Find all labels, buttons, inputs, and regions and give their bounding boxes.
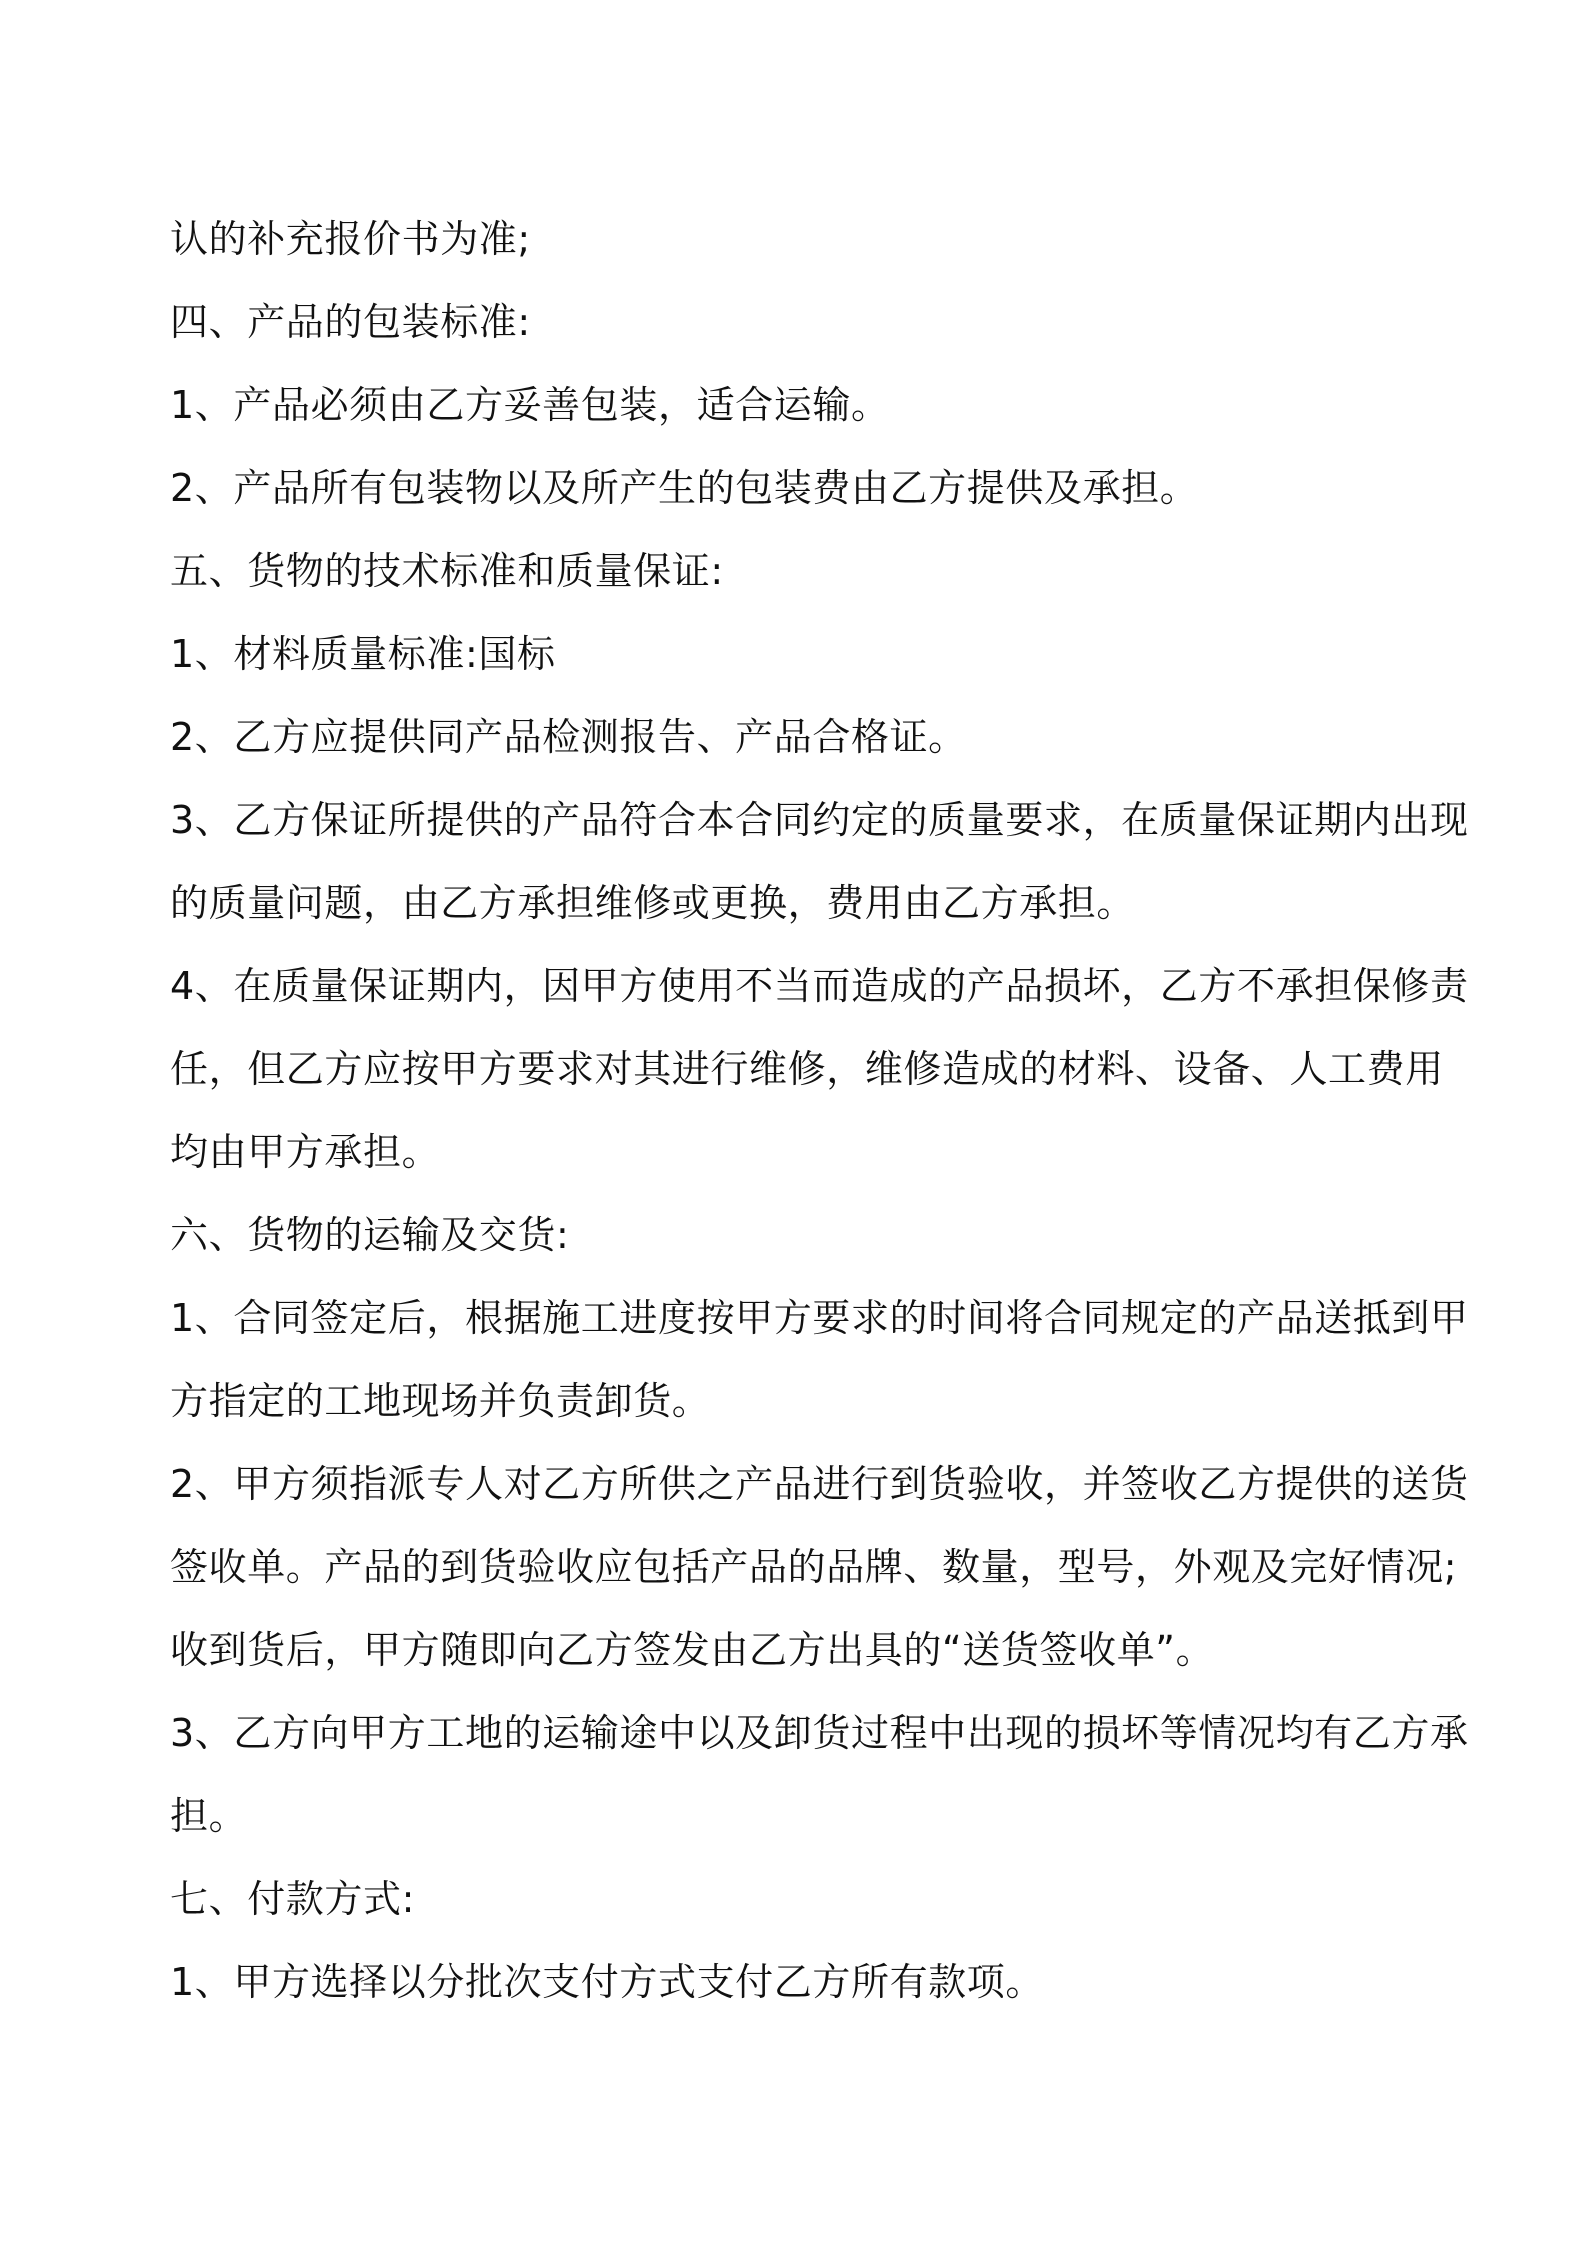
section-heading-packaging: 四、产品的包装标准:: [170, 300, 531, 344]
text-line: 担。: [170, 1794, 248, 1838]
text-line: 收到货后，甲方随即向乙方签发由乙方出具的“送货签收单”。: [170, 1628, 1215, 1672]
section-heading-transport: 六、货物的运输及交货:: [170, 1213, 570, 1257]
text-line: 任，但乙方应按甲方要求对其进行维修，维修造成的材料、设备、人工费用: [170, 1047, 1444, 1091]
section-heading-quality: 五、货物的技术标准和质量保证:: [170, 549, 724, 593]
text-line: 2、乙方应提供同产品检测报告、产品合格证。: [170, 715, 967, 759]
text-line: 1、甲方选择以分批次支付方式支付乙方所有款项。: [170, 1960, 1044, 2004]
document-body: [170, 198, 1469, 2024]
text-line: 3、乙方保证所提供的产品符合本合同约定的质量要求，在质量保证期内出现: [170, 798, 1469, 842]
text-line: 2、甲方须指派专人对乙方所供之产品进行到货验收，并签收乙方提供的送货: [170, 1462, 1469, 1506]
text-line: 3、乙方向甲方工地的运输途中以及卸货过程中出现的损坏等情况均有乙方承: [170, 1711, 1469, 1755]
text-line: 的质量问题，由乙方承担维修或更换，费用由乙方承担。: [170, 881, 1136, 925]
section-heading-payment: 七、付款方式:: [170, 1877, 416, 1921]
text-line: 方指定的工地现场并负责卸货。: [170, 1379, 711, 1423]
text-line: 1、材料质量标准:国标: [170, 632, 556, 676]
text-line: 认的补充报价书为准;: [170, 217, 531, 261]
text-line: 签收单。产品的到货验收应包括产品的品牌、数量，型号，外观及完好情况;: [170, 1545, 1458, 1589]
text-line: 1、合同签定后，根据施工进度按甲方要求的时间将合同规定的产品送抵到甲: [170, 1296, 1469, 1340]
text-line: 1、产品必须由乙方妥善包装，适合运输。: [170, 383, 890, 427]
text-line: 2、产品所有包装物以及所产生的包装费由乙方提供及承担。: [170, 466, 1199, 510]
text-line: 4、在质量保证期内，因甲方使用不当而造成的产品损坏，乙方不承担保修责: [170, 964, 1469, 1008]
text-line: 均由甲方承担。: [170, 1130, 441, 1174]
